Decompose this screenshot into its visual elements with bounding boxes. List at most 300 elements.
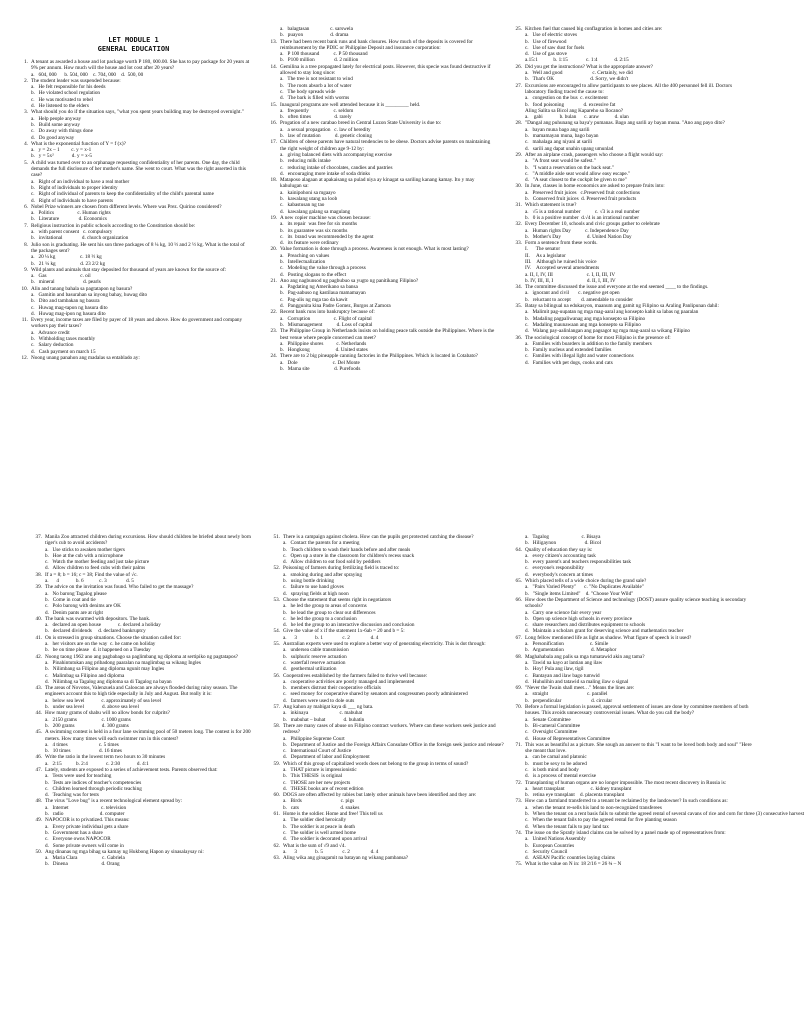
answer-option: a. kainipohoni sa mgaayo (280, 189, 336, 196)
question-item (268, 722, 504, 761)
answer-option: c. seed money for cooperative shared by senators and congressmen poorly administered (283, 691, 468, 698)
answer-option: a. congestion on the bus c. excitement (525, 95, 608, 102)
answer-option: d. encouraging more intake of soda drinks (280, 170, 371, 177)
question-number: 58. (273, 722, 280, 729)
question-item (268, 855, 500, 861)
question-number: 6. (24, 203, 28, 210)
question-text: On is stressed in group situations. Choose the situation called for: (45, 634, 182, 641)
question-number: 30. (515, 183, 522, 190)
question-number: 26. (515, 63, 522, 70)
answer-option: d. Walang pay-aalinlangan ang pagsagot ng mga mag-aaral sa wikang Filipino (525, 328, 691, 335)
question-stem (265, 328, 497, 341)
question-item (268, 534, 500, 565)
answer-option: a. 3 b. 1 c. 2 d. 4 (283, 634, 379, 641)
answer-option: a. y = 2x – 1 c. y = x-1 (31, 147, 92, 154)
question-item (510, 221, 750, 240)
answer-option: d. Families with pet dogs, cooks and cats (525, 359, 613, 366)
question-number: 3. (24, 109, 28, 116)
answer-option: a. Philippine shores c. Netherlands (280, 340, 367, 347)
answer-option: b. cats d. snakes (283, 804, 360, 811)
question-text: The bank was swarmed with depositors. The bank. (45, 615, 151, 622)
question-number: 41. (35, 634, 42, 641)
answer-option: d. Department of labor and Employment (283, 754, 370, 761)
question-text: Maghahabala ang palis sa mga tumatawid akin ang tama? (525, 653, 645, 660)
question-item (265, 102, 497, 121)
answer-option: a. Contact the parents for a meeting (283, 540, 360, 547)
answer-option: b. members distrust their cooperative officials (283, 685, 381, 692)
answer-option: IV. Accepted several amendments (525, 265, 600, 272)
answer-option: c. Everyone owns NAPOCOR (45, 836, 111, 843)
question-stem (16, 317, 251, 330)
page2-column-3 (510, 534, 804, 868)
question-number: 48. (35, 798, 42, 805)
question-stem (510, 861, 754, 867)
question-number: 7. (24, 222, 28, 229)
question-stem (265, 39, 497, 52)
answer-option: b. Hongkong d. United states (280, 347, 368, 354)
question-text: Did you get the instructions? What is the appropriate answer? (525, 63, 653, 70)
question-item (510, 152, 750, 183)
answer-option: b. Tests are indices of teacher's competencies (45, 779, 142, 786)
answer-option: a. smoking during and after spraying (283, 571, 362, 578)
question-text: The sociological concept of home for most Filipino is the presence of: (525, 334, 671, 341)
answer-option: a. The soldier died heroically (283, 817, 347, 824)
question-stem (510, 597, 754, 610)
answer-option: b. y = 5x² d. y = x-5 (31, 153, 93, 160)
answer-option: c. The soldier is well armed home (283, 829, 356, 836)
question-number: 35. (515, 303, 522, 310)
question-number: 38. (35, 571, 42, 578)
question-stem (268, 628, 500, 634)
question-number: 37. (35, 534, 42, 540)
question-stem (510, 335, 750, 341)
answer-option: a. bayan muna bago ang sarili (525, 126, 590, 133)
answer-option: c. failure to use hand gloves (283, 584, 344, 591)
question-stem (510, 202, 750, 208)
question-stem (268, 843, 500, 849)
answer-option: a. every citizen's accounting task (525, 552, 596, 559)
answer-option: d. Teaching was for tests (45, 792, 99, 799)
question-text: Long fellow mentioned life as light as shadow. What figure of speech is it used? (525, 634, 692, 641)
question-item (265, 139, 497, 177)
question-stem (265, 246, 497, 252)
answer-option: a. Personification c. Simile (525, 641, 609, 648)
answer-option: b. Open up science high schools in every province (525, 615, 633, 622)
question-item (510, 547, 754, 578)
answer-option: d. The soldier is decorated upon arrival (283, 836, 367, 843)
answer-option: a. Advance credit (31, 329, 70, 336)
answer-option: a. Use sticks to awaken mother tigers (45, 546, 125, 553)
answer-option: c. Watch the mother feeding and just take picture (45, 559, 150, 566)
question-text: The issue on the Spratly island claims can be solved by a panel made up of representatives from: (525, 829, 726, 836)
answer-option: b. he lead the group to clear out differences (283, 609, 376, 616)
question-item (510, 120, 750, 151)
question-number: 15. (270, 101, 277, 108)
answer-option: b. Hiligaynon d. Bicol (525, 540, 602, 547)
question-stem (268, 565, 500, 571)
answer-option: a. declared an open house c. declared a holiday (45, 622, 161, 629)
question-text: Noong taong 1962 ano ang pagbabago sa paglimbang ng diploma at sertipiko ng pagtatapos? (45, 653, 238, 660)
answer-option: b. Department of Justice and the Foreign Affairs Consulate Office in the foreign seek justice and release? (283, 741, 504, 748)
answer-option: d. Right of individuals to have parents (31, 197, 113, 204)
answer-option: b. Come in coat and tie (45, 596, 96, 603)
answer-option: b. The soldier is at peace in death (283, 823, 355, 830)
question-text: Which statement is true? (525, 202, 577, 209)
question-number: 36. (515, 334, 522, 341)
question-stem (30, 817, 258, 823)
question-item (16, 59, 251, 78)
answer-option: a. 3 b. 5 c. 2 d. 4 (283, 848, 379, 855)
question-text: What is the exponential function of Y = f (x)? (31, 140, 126, 147)
question-item (16, 160, 251, 204)
question-item (30, 685, 258, 710)
question-item (510, 780, 754, 799)
answer-option: c. Modeling the value through a process (280, 265, 366, 272)
question-stem (265, 64, 497, 77)
answer-option: b. 10 times d. 16 times (45, 748, 122, 755)
question-item (30, 817, 258, 848)
question-number: 54. (273, 628, 280, 635)
question-text: The Philippine Group in Netherlands insists on holding peace talk outside the Philippines. Where is the best venue where people concerned can meet? (280, 328, 495, 341)
question-item (510, 83, 750, 108)
answer-option: c. Huwag mag-tapon ng basura dito (31, 304, 108, 311)
question-number: 47. (35, 766, 42, 773)
question-number: 55. (273, 641, 280, 648)
question-stem (265, 120, 497, 126)
question-item (268, 811, 500, 842)
question-text: If a = 8; b = 16; c = 38; Find the value of √c. (45, 571, 138, 578)
question-item (16, 355, 251, 361)
question-item (30, 754, 258, 767)
question-text: This was as beautiful as a picture. She sough an answer to this "I want to be loved both body and soul" "Here she meant that love. (525, 741, 752, 755)
question-item (510, 742, 754, 780)
question-item (268, 704, 500, 723)
question-item (510, 798, 804, 830)
question-number: 39. (35, 584, 42, 591)
question-text: Before a formal legislation is passed, approval settlement of issues are done by committee members of both houses. This avoids unnecessary controversial issues. What do you call the body? (525, 704, 749, 717)
answer-option: b. Dinena d. Orang (45, 861, 120, 868)
answer-option: d. sarili ang dapat unahin upang umunlad (525, 145, 614, 152)
answer-option: c. He was motivated to rebel (31, 96, 93, 103)
answer-option: a. He felt responsible for his deeds (31, 84, 106, 91)
answer-option: d. Denim pants are at right (45, 609, 103, 616)
question-number: 59. (273, 760, 280, 767)
answer-option: b. When the tenant on a rent basis fails to submit the agreed rental of several cavans of rice and corn for three (3) consecutive harvest (525, 811, 804, 818)
question-text: Write the ratio in the lowest term two hours to 30 minutes (45, 754, 166, 761)
question-text: How many grams of shabu will no allow bonds for culprits? (45, 710, 170, 717)
answer-option: Aling Salita sa Bicol ang Kapareho sa Ilocano? (525, 107, 624, 114)
question-number: 69. (515, 685, 522, 692)
question-stem (30, 654, 258, 660)
answer-option: b. Intellectualization (280, 258, 326, 265)
question-list (510, 26, 750, 366)
question-text: Mataposo alagaan at apakaisang sa pulad niya ay kinagat sa sariling kanang kamay. Ito y may kahulugan sa: (280, 177, 475, 190)
question-stem (30, 754, 258, 760)
answer-option: b. Mother's Day d. United Nation Day (525, 233, 632, 240)
page1-column-1 (16, 36, 251, 361)
question-number: 32. (515, 221, 522, 228)
answer-option: b. reducing milk intake (280, 158, 331, 165)
question-number: 22. (270, 309, 277, 316)
question-item (510, 64, 750, 83)
answer-option: d. everybody's concern at times (525, 571, 593, 578)
question-stem (510, 83, 750, 96)
answer-option: b. Argumentation d. Metaphor (525, 647, 617, 654)
answer-option: a. cooperative activities are poorly managed and implemented (283, 678, 415, 685)
answer-option: a. Birds c. pigs (283, 798, 355, 805)
answer-option: d. geothermal utilization (283, 666, 337, 673)
answer-option: b. kawalang utang na loob (280, 196, 338, 203)
answer-option: a. Pinahintutukan ang pribadong paaralan na maglimbag sa wikang Ingles (45, 659, 201, 666)
answer-option: d. Do good anyway (31, 134, 75, 141)
question-item (30, 635, 258, 654)
question-item (16, 78, 251, 109)
question-number: 63. (273, 855, 280, 862)
question-number: 74. (515, 829, 522, 836)
question-text: How does the Department of Science and technology (DOST) assure quality science teaching is secondary schools? (525, 596, 747, 610)
answer-option: c. Families with illegal light and water connections (525, 353, 634, 360)
answer-option: a. he led the group to areas of concerns (283, 603, 367, 610)
question-text: Which of this group of capitalized words does not belong to the group in terms of sound? (283, 760, 469, 767)
question-number: 51. (273, 534, 280, 540)
question-item (16, 204, 251, 223)
question-item (268, 597, 500, 628)
answer-option: a.15:1 b. 1:15 c. 1:4 d. 2:15 (525, 57, 629, 64)
question-text: Batay sa bilingual na edukasyon, maanum ang gamit ng Filipino sa Araling Panlipunan dahil: (525, 303, 719, 310)
answer-option: d. THESE books are of recent edition (283, 785, 364, 792)
answer-option: I. The senator (525, 246, 561, 253)
question-item (30, 849, 258, 868)
question-item (510, 202, 750, 221)
answer-option: b. 200 grams d. 300 grams (45, 722, 129, 729)
answer-option: b. 21 ¼ kg d. 23 2/2 kg (31, 260, 106, 267)
answer-option: c. waterfall reserve actuation (283, 659, 346, 666)
answer-option: c. Children learned through periodic teaching (45, 785, 142, 792)
answer-option: d. Panggunita kina Padre Gomez, Burgos at Zamora (280, 303, 391, 310)
answer-option: c. mahalaga ang niyani at sarili (525, 139, 593, 146)
question-text: The areas of Novotos, Valenzuela and Caloocan are always flooded during rainy season. The engineers account this to high tide especially in July and August. But really it is: (45, 685, 238, 698)
question-item (16, 223, 251, 242)
question-number: 18. (270, 177, 277, 184)
question-text: A new copier machine was chosen because: (280, 214, 371, 221)
question-number: 28. (515, 120, 522, 127)
question-number: 44. (35, 710, 42, 717)
question-number: 8. (24, 241, 28, 248)
answer-option: a. Well and good c. Certainly, we did (525, 70, 633, 77)
question-number: 20. (270, 246, 277, 253)
question-item (265, 328, 497, 353)
answer-option: b. Nilimbang sa Filipino ang diploma ngunit may Ingles (45, 666, 165, 673)
answer-option: b. Hoy! Pula ang ilaw, tigil (525, 666, 584, 673)
answer-option: b. Dito and tambakan ng basura (31, 298, 100, 305)
question-text: Every year, income taxes are filed by payer of 18 years and above. How do government and company workers pay their taxes? (31, 317, 243, 330)
question-item (268, 792, 500, 811)
answer-option: c. Salary deduction (31, 342, 74, 349)
question-text: Give the value of x if the statement 1x-6ab = 20 and b = 5: (283, 628, 405, 635)
question-item (265, 120, 497, 139)
question-number: 14. (270, 63, 277, 70)
answer-option: b. retina eye transplant d. placenta transplant (525, 792, 625, 799)
question-stem (510, 704, 754, 717)
answer-option: III. Although he ruined his voice (525, 258, 597, 265)
answer-option: b. Government has a share (45, 829, 103, 836)
answer-option: b. mabuhat – buhat d. buhatin (283, 716, 365, 723)
question-text: There are many cases of abuse on Filipino contract workers. Where can these workers seek justice and redress? (283, 722, 496, 736)
answer-option: d. farmers were used to dole outs (283, 697, 355, 704)
answer-option: d. he led the group to an interactive discussion and conclusion (283, 622, 415, 629)
answer-option: b. often times d. rarely (280, 114, 352, 121)
question-item (265, 353, 497, 372)
answer-option: d. Allow children to feed cubs with their palms (45, 565, 146, 572)
question-item (510, 578, 754, 597)
answer-option: a. Senate Committee (525, 716, 571, 723)
question-number: 61. (273, 811, 280, 818)
question-item (510, 597, 754, 635)
answer-option: b. "I want a reservation on the back seat." (525, 164, 614, 171)
answer-option: b. European Countries (525, 842, 575, 849)
question-item (265, 309, 497, 328)
question-number: 65. (515, 578, 522, 585)
answer-option: b. must be sexy to be adored (525, 760, 587, 767)
answer-option: b. its guarantee was six months (280, 227, 348, 234)
question-stem (510, 183, 750, 189)
question-item (265, 278, 497, 309)
question-number: 71. (515, 741, 522, 748)
answer-option: b. law of mutation d. genetic cloning (280, 133, 372, 140)
question-text: In June, classes in home economics are asked to prepare fruits into: (525, 183, 665, 190)
answer-option: b. every parent's and teachers responsibilities task (525, 559, 631, 566)
question-number: 17. (270, 139, 277, 146)
answer-option: a. United Nations Assembly (525, 836, 586, 843)
question-text: Ang kahon ay mabigat kaya di ___ ng bata. (283, 704, 374, 711)
answer-option: a. THAT picture is impressionistic (283, 766, 357, 773)
question-item (16, 317, 251, 355)
answer-option: d. He listened to the elders (31, 103, 89, 110)
answer-option: b. Mismanagement d. Loss of capital (280, 321, 373, 328)
answer-option: c. kabastusan ng tao (280, 202, 325, 209)
question-number: 31. (515, 202, 522, 209)
question-list (510, 534, 804, 868)
answer-option: d. kawalang galang sa magulang (280, 208, 351, 215)
answer-option: a. undersea cable transmission (283, 647, 349, 654)
question-stem (510, 120, 750, 126)
question-text: Noong unang panahon ang madalas sa entablado ay: (31, 354, 140, 361)
answer-option: c. Malimbag sa Filipino and diploma (45, 672, 125, 679)
answer-option: a. Pagdating ng Amerikano sa bansa (280, 284, 358, 291)
question-text: "Dangal ang puhunang sa baya'y pumanas. Bago ang sarili ay bayan muna. "Ano ang payo dito? (525, 120, 725, 127)
question-item (268, 565, 500, 596)
answer-option: a. a sexual propagation c. law of heredity (280, 126, 371, 133)
question-item (30, 654, 258, 685)
question-text: Every December 10, schools and civic groups gather to celebrate (525, 221, 660, 228)
answer-option: a. The tree is not resistant to wind (280, 76, 353, 83)
answer-option: b. radio d. computer (45, 811, 125, 818)
question-text: Ano ang nagbunsod ng pagbubuo sa yugto ng panitikang Filipino? (280, 277, 419, 284)
answer-option: a. ignorant and civil c. negative get open (525, 290, 620, 297)
question-list (30, 534, 258, 868)
answer-option: a. 2150 grams c. 1000 grams (45, 716, 131, 723)
question-number: 75. (515, 861, 522, 868)
answer-option: a. its repair was free for six months (280, 221, 358, 228)
answer-option: b. Madaling pagpaliwanag ang mga konsepto sa Filipino (525, 315, 646, 322)
question-text: Home is the soldier. Home and free! This tell us (283, 811, 383, 818)
answer-option: c. Pag-alis ng mga tao da kawit (280, 296, 348, 303)
question-item (510, 635, 754, 654)
question-item (510, 284, 750, 303)
question-stem (510, 780, 754, 786)
question-stem (30, 729, 258, 742)
answer-option: b. puayon d. drama (280, 32, 349, 39)
answer-option: c. share researchers and distributes equipment to schools (525, 622, 646, 629)
question-number: 12. (21, 354, 28, 361)
answer-option: a. Maria Clara c. Gabriela (45, 855, 125, 862)
question-stem (265, 102, 497, 108)
question-number: 4. (24, 140, 28, 147)
document-page-1 (0, 0, 768, 513)
answer-option: c. Right of individual of parents to keep the confidentiality of the child's parental name (31, 191, 214, 198)
question-number: 73. (515, 798, 522, 805)
question-number: 23. (270, 328, 277, 335)
question-item (268, 761, 500, 792)
answer-option: b. sulphuric reserve actuation (283, 653, 347, 660)
question-item (268, 673, 500, 704)
answer-option: b. This THESIS is original (283, 773, 343, 780)
question-text: Aling wika ang ginagamit na batayan ng wikang pambansa? (283, 855, 409, 862)
question-item (16, 242, 251, 267)
question-text: The student leader was suspended because: (31, 77, 121, 84)
question-number: 1. (24, 59, 28, 65)
answer-option: c. Do away with things done (31, 128, 93, 135)
question-text: What is the sum of √9 and √4. (283, 842, 346, 849)
answer-option: a. Internet c. television (45, 804, 127, 811)
page1-column-3 (510, 26, 750, 366)
answer-option: a. Corruption c. Flight of capital (280, 315, 372, 322)
question-text: The advice on the invitation was found. Who failed to get the massage? (45, 584, 194, 591)
question-item (265, 246, 497, 277)
answer-option: d. its feature were ordinary (280, 240, 339, 247)
question-item (30, 729, 258, 754)
question-stem (268, 723, 500, 736)
question-item (268, 641, 500, 672)
question-text: Inaugural programs are well attended because it is _________ held. (280, 101, 421, 108)
answer-option: a. Carry one science fair every year (525, 609, 602, 616)
answer-option: b. P100 million d. 2 million (280, 57, 359, 64)
answer-option: c. Polo barong with denims are OK (45, 603, 121, 610)
question-stem (510, 654, 754, 660)
answer-option: d. Allow children to eat food sold by peddlers (283, 559, 381, 566)
question-number: 27. (515, 82, 522, 89)
answer-option: b. Teach children to wash their hands before and after meals (283, 546, 411, 553)
answer-option: a. Tagalog c. Bisaya (525, 534, 601, 540)
question-number: 40. (35, 615, 42, 622)
answer-option: b. "Single items Limited" d. "Choose Your Wild" (525, 590, 634, 597)
answer-option: II. As a legislator (525, 252, 566, 259)
answer-option: d. spraying fields at high noon (283, 590, 349, 597)
question-number: 45. (35, 729, 42, 736)
question-item (510, 654, 754, 685)
page2-column-2 (268, 534, 504, 862)
question-text: Value formation is done through a process. Awareness is not enough. What is most lasting? (280, 246, 469, 253)
question-text: After an airplane crash, passengers who choose a flight would say: (525, 151, 664, 158)
question-stem (30, 534, 258, 547)
question-item (510, 26, 750, 57)
answer-option: c. Use of saw dust for fuels (525, 44, 585, 51)
answer-option: d. The bark is filled with worms (280, 95, 350, 102)
question-stem (265, 139, 497, 152)
answer-option: a. 604, 000 b. 504, 000 c. 704, 000 d. 500, 00 (31, 71, 144, 78)
answer-option: a. when the tenant re-sells his land to non-recognized transferees (525, 804, 662, 811)
answer-option: a. straight c. parallel (525, 691, 608, 698)
